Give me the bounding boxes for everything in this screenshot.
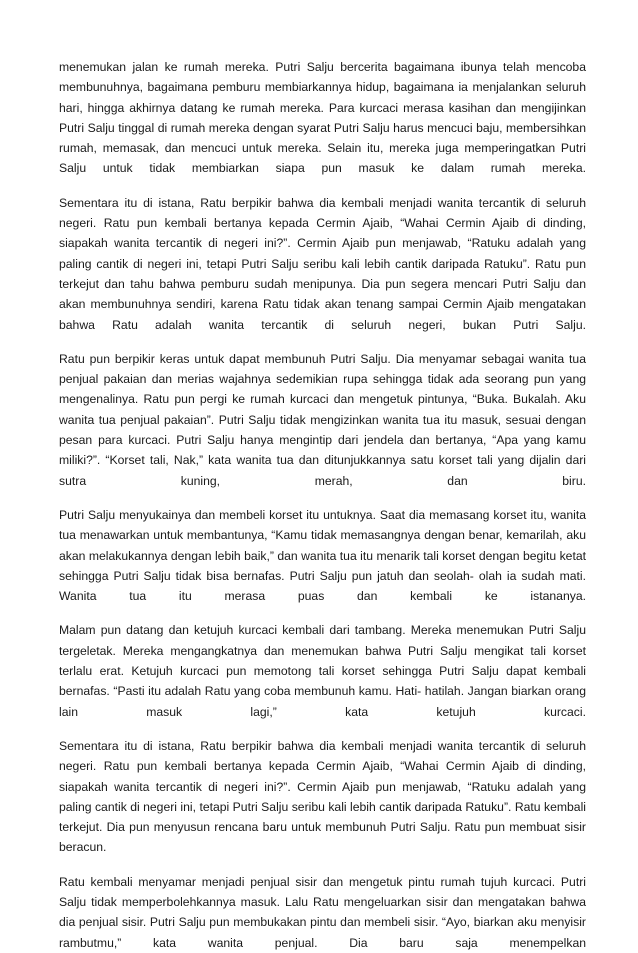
paragraph-5: Malam pun datang dan ketujuh kurcaci kembali dari tambang. Mereka menemukan Putri Salju tergeletak. Mereka mengangkatnya dan menemukan bahwa Putri Salju mengikat tali korset terlalu erat. Ketujuh kurcaci pun memotong tali korset sehingga Putri Salju dapat kembali bernafas. “Pasti itu adalah Ratu yang coba membunuh kamu. Hati- hatilah. Jangan biarkan orang lain masuk lagi,” kata ketujuh kurcaci. bbox=[59, 623, 586, 719]
paragraph-2: Sementara itu di istana, Ratu berpikir bahwa dia kembali menjadi wanita tercantik di seluruh negeri. Ratu pun kembali bertanya kepada Cermin Ajaib, “Wahai Cermin Ajaib di dinding, siapakah wanita tercantik di negeri ini?”. Cermin Ajaib pun menjawab, “Ratuku adalah yang paling cantik di negeri ini, tetapi Putri Salju seribu kali lebih cantik daripada Ratuku”. Ratu pun terkejut dan tahu bahwa pemburu sudah menipunya. Dia pun segera mencari Putri Salju dan akan membunuhnya sendiri, karena Ratu tidak akan tenang sampai Cermin Ajaib mengatakan bahwa Ratu adalah wanita tercantik di seluruh negeri, bukan Putri Salju. bbox=[59, 195, 586, 332]
paragraph-1: menemukan jalan ke rumah mereka. Putri Salju bercerita bagaimana ibunya telah mencoba membunuhnya, bagaimana pemburu membiarkannya hidup, bagaimana ia menjalankan seluruh hari, hingga akhirnya datang ke rumah mereka. Para kurcaci merasa kasihan dan mengijinkan Putri Salju tinggal di rumah mereka dengan syarat Putri Salju harus mencuci baju, membersihkan rumah, memasak, dan mencuci untuk mereka. Selain itu, mereka juga memperingatkan Putri Salju untuk tidak membiarkan siapa pun masuk ke dalam rumah mereka. bbox=[59, 60, 586, 176]
document-page bbox=[59, 57, 586, 953]
paragraph-7: Ratu kembali menyamar menjadi penjual sisir dan mengetuk pintu rumah tujuh kurcaci. Putri Salju tidak memperbolehkannya masuk. Lalu Ratu mengeluarkan sisir dan mengatakan bahwa dia penjual sisir. Putri Salju pun membukakan pintu dan membeli sisir. “Ayo, biarkan aku menyisir rambutmu,” kata wanita penjual. Dia baru saja menempelkan bbox=[59, 874, 586, 950]
paragraph-4: Putri Salju menyukainya dan membeli korset itu untuknya. Saat dia memasang korset itu, wanita tua menawarkan untuk membantunya, “Kamu tidak memasangnya dengan benar, kemarilah, aku akan melakukannya dengan lebih baik,” dan wanita tua itu menarik tali korset dengan begitu ketat sehingga Putri Salju tidak bisa bernafas. Putri Salju pun jatuh dan seolah- olah ia sudah mati. Wanita tua itu merasa puas dan kembali ke istananya. bbox=[59, 507, 586, 604]
paragraph-6: Sementara itu di istana, Ratu berpikir bahwa dia kembali menjadi wanita tercantik di seluruh negeri. Ratu pun kembali bertanya kepada Cermin Ajaib, “Wahai Cermin Ajaib di dinding, siapakah wanita tercantik di negeri ini?”. Cermin Ajaib pun menjawab, “Ratuku adalah yang paling cantik di negeri ini, tetapi Putri Salju seribu kali lebih cantik daripada Ratuku”. Ratu kembali terkejut. Dia pun menyusun rencana baru untuk membunuh Putri Salju. Ratu pun membuat sisir beracun. bbox=[59, 738, 586, 855]
paragraph-3: Ratu pun berpikir keras untuk dapat membunuh Putri Salju. Dia menyamar sebagai wanita tua penjual pakaian dan merias wajahnya sedemikian rupa sehingga tidak ada seorang pun yang mengenalinya. Ratu pun pergi ke rumah kurcaci dan mengetuk pintunya, “Buka. Bukalah. Aku wanita tua penjual pakaian”. Putri Salju tidak mengizinkan wanita tua itu masuk, sesuai dengan pesan para kurcaci. Putri Salju hanya mengintip dari jendela dan bertanya, “Apa yang kamu miliki?”. “Korset tali, Nak,” kata wanita tua dan ditunjukkannya satu korset tali yang dijalin dari sutra kuning, merah, dan biru. bbox=[59, 351, 586, 488]
